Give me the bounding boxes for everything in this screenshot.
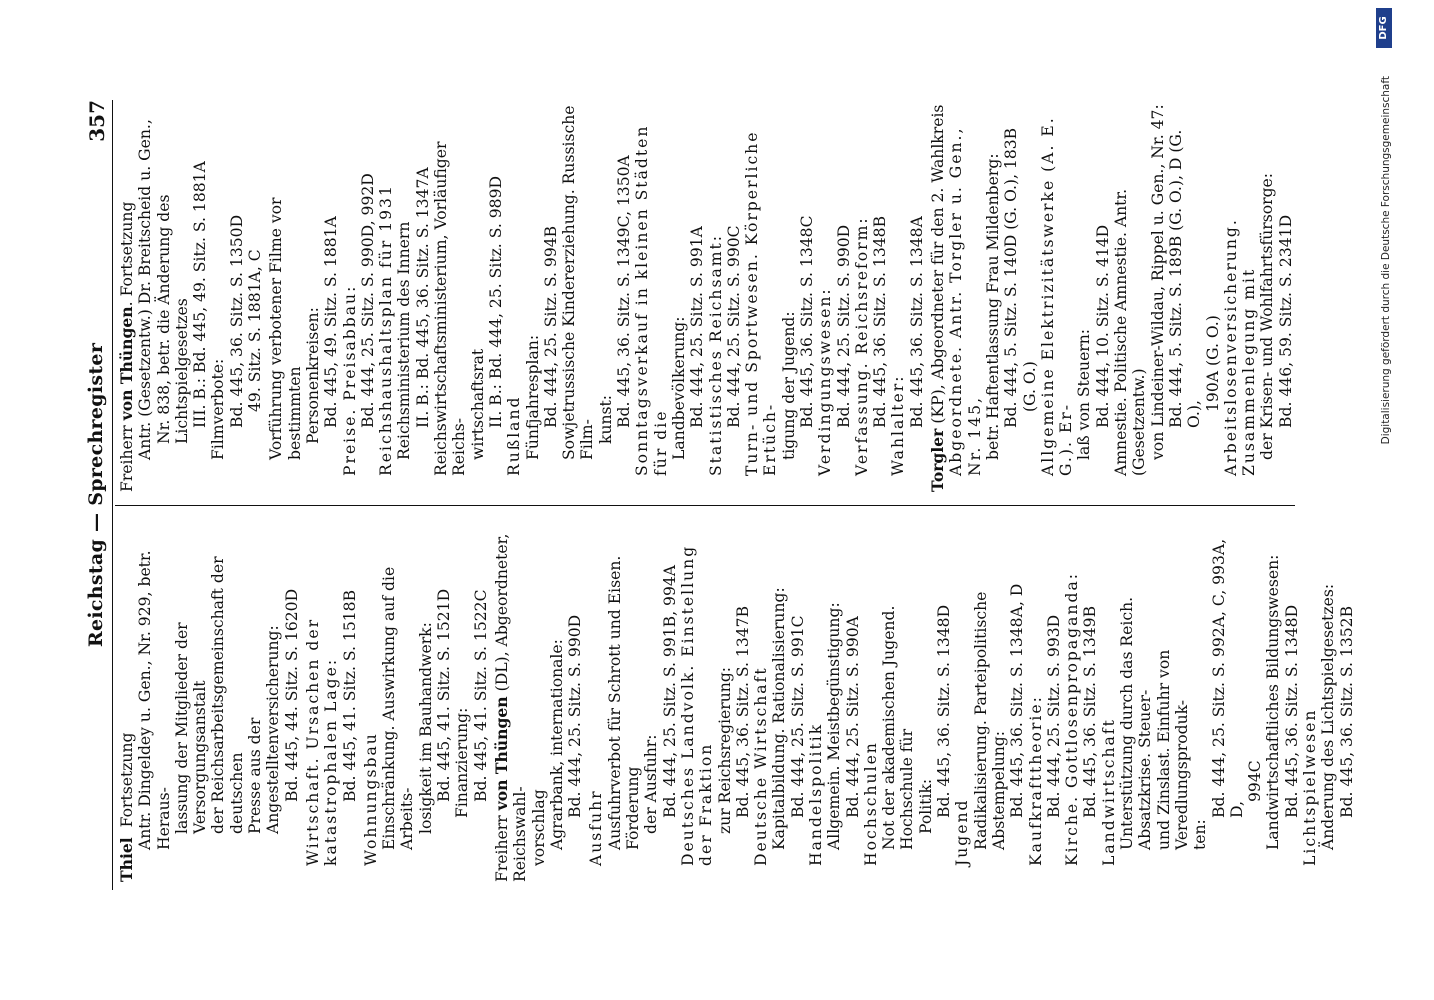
- reference-line: Bd. 444, 25. Sitz. S. 991B, 994A: [660, 564, 679, 818]
- index-line: tigung der Jugend:: [779, 311, 798, 460]
- index-line: Arbeitslosenversicherung. Zusammenlegung mit: [1221, 218, 1259, 476]
- header-rule: [112, 100, 113, 890]
- index-line: wirtschaftsrat: [468, 348, 487, 460]
- index-line: kunst:: [596, 394, 615, 444]
- index-line: Personenkreisen:: [303, 307, 322, 444]
- topic-heading: Reichshaushaltsplan für 1931: [377, 184, 396, 476]
- reference-line: 190A (G. O.): [1203, 315, 1222, 412]
- reference-line: Bd. 445, 36. Sitz. S. 1350D: [227, 214, 246, 428]
- topic-heading: Lichtspielwesen: [1301, 708, 1319, 866]
- index-column-right: [118, 102, 1295, 492]
- reference-line: Bd. 444, 5. Sitz. S. 140D (G. O.), 183B: [1002, 127, 1021, 428]
- reference-line: Bd. 445, 36. Sitz. S. 1348A: [907, 216, 926, 428]
- index-line: Allgemein. Meistbegünstigung:: [825, 602, 844, 850]
- speaker-heading: [929, 102, 947, 492]
- index-line: Ausfuhrverbot für Schrott und Eisen. Förderung: [605, 555, 643, 850]
- index-line: losigkeit im Bauhandwerk:: [416, 622, 435, 834]
- index-line: Kapitalbildung. Rationalisierung:: [770, 587, 789, 850]
- reference-line: Bd. 445, 41. Sitz. S. 1521D: [435, 588, 454, 802]
- running-head-title: [85, 100, 107, 890]
- reference-line: Bd. 444, 10. Sitz. S. 414D: [1093, 224, 1112, 428]
- reference-line: (G. O.): [1020, 361, 1039, 412]
- index-line: Statistisches Reichsamt:: [706, 233, 725, 476]
- index-line: Landbevölkerung:: [669, 316, 688, 460]
- index-line: Reichswirtschaftsministerium, Vorläufiger Reichs-: [432, 141, 469, 476]
- reference-line: Bd. 445, 36. Sitz. S. 1347B: [733, 605, 752, 818]
- index-line: der Ausfuhr:: [642, 734, 661, 834]
- index-line: Preise. Preisabbau:: [340, 284, 359, 476]
- topic-heading: Landwirtschaft: [1099, 718, 1118, 866]
- index-line: und Zinslast. Einfuhr von Veredlungsproduk-: [1154, 649, 1191, 850]
- topic-heading: Deutsche Wirtschaft: [752, 666, 771, 866]
- reference-line: 49. Sitz. S. 1881A, C: [246, 249, 265, 412]
- reference-line: Bd. 445, 44. Sitz. S. 1620D: [282, 588, 301, 802]
- index-line: Verfassung. Reichsreform:: [852, 216, 871, 476]
- index-line: der Krisen- und Wohlfahrtsfürsorge:: [1258, 172, 1277, 460]
- index-line: Verdingungswesen:: [816, 287, 835, 476]
- index-line: Antr. Dingeldey u. Gen., Nr. 929, betr. Heraus-: [136, 550, 173, 850]
- index-line: Presse aus der Angestelltenversicherung:: [246, 625, 283, 834]
- index-line: laß von Steuern:: [1075, 328, 1094, 460]
- index-line: Finanzierung:: [453, 707, 472, 818]
- index-line: Wirtschaft. Ursachen der katastrophalen Lage:: [303, 617, 341, 866]
- index-line: der Reichsarbeitsgemeinschaft der deutschen: [209, 556, 246, 834]
- index-line: Änderung des Lichtspielgesetzes:: [1319, 583, 1338, 850]
- reference-line: Bd. 444, 25. Sitz. S. 990D, 992D: [358, 173, 377, 428]
- reference-line: Bd. 445, 36. Sitz. S. 1348B: [871, 215, 890, 428]
- index-line: Landwirtschaftliches Bildungswesen:: [1264, 554, 1283, 850]
- reference-line: Bd. 444, 25. Sitz. S. 994B: [541, 225, 560, 428]
- reference-line: Bd. 445, 36. Sitz. S. 1349B: [1081, 605, 1100, 818]
- index-line: Reichsministerium des Innern: [395, 221, 414, 460]
- reference-line: Bd. 444, 25. Sitz. S. 990D: [834, 224, 853, 428]
- index-line: lassung der Mitglieder der Versorgungsanstalt: [172, 622, 210, 834]
- index-line: Filmverbote:: [209, 358, 228, 460]
- index-line: Sowjetrussische Kindererziehung. Russische Film-: [560, 105, 597, 460]
- reference-line: Bd. 445, 41. Sitz. S. 1522C: [471, 589, 490, 802]
- reference-line: Bd. 445, 36. Sitz. S. 1348D: [1282, 604, 1301, 818]
- funding-sidebar: [1368, 0, 1394, 1000]
- index-line: Agrarbank, internationale:: [547, 639, 566, 850]
- index-line: Sonntagsverkauf in kleinen Städten für die: [633, 124, 670, 476]
- index-line: von Lindeiner-Wildau, Rippel u. Gen., Nr. 47:: [1148, 104, 1167, 460]
- reference-line: Bd. 445, 36. Sitz. S. 1348D: [935, 604, 954, 818]
- speaker-name: Torgler: [928, 428, 948, 492]
- reference-line: Bd. 444, 25. Sitz. S. 991C: [788, 615, 807, 818]
- reference-line: III. B.: Bd. 445, 49. Sitz. S. 1881A: [191, 161, 210, 428]
- funding-note: Digitalisierung gefördert durch die Deutsche Forschungsgemeinschaft: [1380, 76, 1392, 445]
- reference-line: Bd. 445, 36. Sitz. S. 1348A, D: [1008, 583, 1027, 818]
- index-line: Vorführung verbotener Filme vor bestimmten: [267, 197, 304, 460]
- reference-line: Bd. 445, 41. Sitz. S. 1518B: [340, 589, 359, 802]
- reference-line: II. B.: Bd. 444, 25. Sitz. S. 989D: [486, 175, 505, 428]
- reference-line: Bd. 444, 25. Sitz. S. 990C: [724, 225, 743, 428]
- topic-heading: Jugend: [953, 798, 972, 866]
- index-line: Nr. 838, betr. die Änderung des Lichtspielgesetzes: [154, 194, 191, 444]
- speaker-heading: [493, 520, 530, 882]
- index-line: Allgemeine Elektrizitätswerke (A. E. G.). Er-: [1038, 116, 1076, 476]
- index-line: Kirche. Gottlosenpropaganda:: [1063, 572, 1082, 866]
- speaker-description: (KP), Abgeordneter für den 2. Wahlkreis: [929, 104, 948, 429]
- reference-line: Bd. 445, 36. Sitz. S. 1348C: [797, 215, 816, 428]
- topic-heading: Rußland: [505, 395, 524, 476]
- index-line: Abgeordnete. Antr. Torgler u. Gen., Nr. 145,: [947, 126, 984, 476]
- index-line: Amnestie. Politische Amnestie. Antr. (Gesetzentw.): [1112, 188, 1149, 476]
- index-line: Turn- und Sportwesen. Körperliche Ertüch-: [743, 130, 780, 476]
- reference-line: II. B.: Bd. 445, 36. Sitz. S. 1347A: [413, 167, 432, 428]
- topic-heading: Ausfuhr: [587, 789, 606, 866]
- reference-line: Bd. 444, 25. Sitz. S. 990A: [843, 616, 862, 818]
- continuation-note: Fortsetzung: [118, 732, 136, 828]
- index-line: Wahlalter:: [889, 374, 908, 476]
- reference-line: Bd. 444, 25. Sitz. S. 992A, C, 993A, D,: [1209, 538, 1246, 818]
- speaker-description: (DL), Abgeordneter, Reichswahl-: [492, 533, 530, 882]
- reference-line: Bd. 445, 49. Sitz. S. 1881A: [322, 216, 341, 428]
- index-line: Radikalisierung. Parteipolitische Abstempelung:: [971, 591, 1008, 850]
- running-head-dash: —: [85, 512, 107, 532]
- index-line: Not der akademischen Jugend. Hochschule für: [880, 605, 917, 850]
- index-line: Einschränkung. Auswirkung auf die Arbeits-: [380, 566, 417, 850]
- reference-line: 994C: [1246, 760, 1265, 802]
- index-line: betr. Haftentlassung Frau Mildenberg:: [983, 153, 1002, 460]
- column-divider: [115, 505, 1295, 506]
- index-column-left: [118, 520, 1356, 882]
- reference-line: Bd. 444, 25. Sitz. S. 991A: [688, 226, 707, 428]
- continuation-note: . Fortsetzung: [118, 201, 136, 307]
- topic-heading: Hochschulen: [861, 741, 880, 866]
- index-line: vorschlag: [529, 789, 548, 866]
- index-line: Unterstützung durch das Reich. Absatzkrise. Steuer-: [1118, 596, 1155, 850]
- dfg-logo: DFG: [1376, 8, 1392, 48]
- topic-heading: Kaufkrafttheorie:: [1026, 695, 1045, 866]
- speaker-title: Freiherr: [118, 420, 136, 492]
- speaker-name: von Thüngen: [491, 696, 511, 811]
- reference-line: Bd. 444, 5. Sitz. S. 189B (G. O.), D (G. O.),: [1166, 129, 1204, 428]
- reference-line: Bd. 444, 25. Sitz. S. 990D: [566, 614, 585, 818]
- index-line: Antr. (Gesetzentw.) Dr. Breitscheid u. Gen.,: [136, 119, 155, 460]
- speaker-heading: [118, 520, 136, 882]
- speaker-name: von Thüngen: [117, 306, 136, 421]
- running-head-left: Reichstag: [85, 538, 107, 648]
- running-head: [85, 100, 109, 890]
- index-line: Politik:: [916, 778, 935, 834]
- reference-line: Bd. 445, 36. Sitz. S. 1352B: [1337, 605, 1356, 818]
- speaker-title: Freiherr: [492, 810, 511, 882]
- topic-heading: Wohnungsbau: [361, 732, 380, 866]
- reference-line: Bd. 444, 25. Sitz. S. 993D: [1044, 614, 1063, 818]
- index-line: zur Reichsregierung:: [715, 666, 734, 834]
- index-line: Fünfjahresplan:: [523, 334, 542, 460]
- index-line: Deutsches Landvolk. Einstellung der Fraktion: [678, 544, 716, 866]
- index-line: ten:: [1191, 819, 1210, 850]
- speaker-name: Thiel: [117, 837, 136, 882]
- topic-heading: Handelspolitik: [806, 722, 825, 866]
- running-head-right: Sprechregister: [85, 342, 107, 506]
- reference-line: Bd. 446, 59. Sitz. S. 2341D: [1276, 214, 1295, 428]
- speaker-heading: [118, 102, 136, 492]
- page-number: 357: [85, 100, 109, 142]
- reference-line: Bd. 445, 36. Sitz. S. 1349C, 1350A: [615, 155, 634, 428]
